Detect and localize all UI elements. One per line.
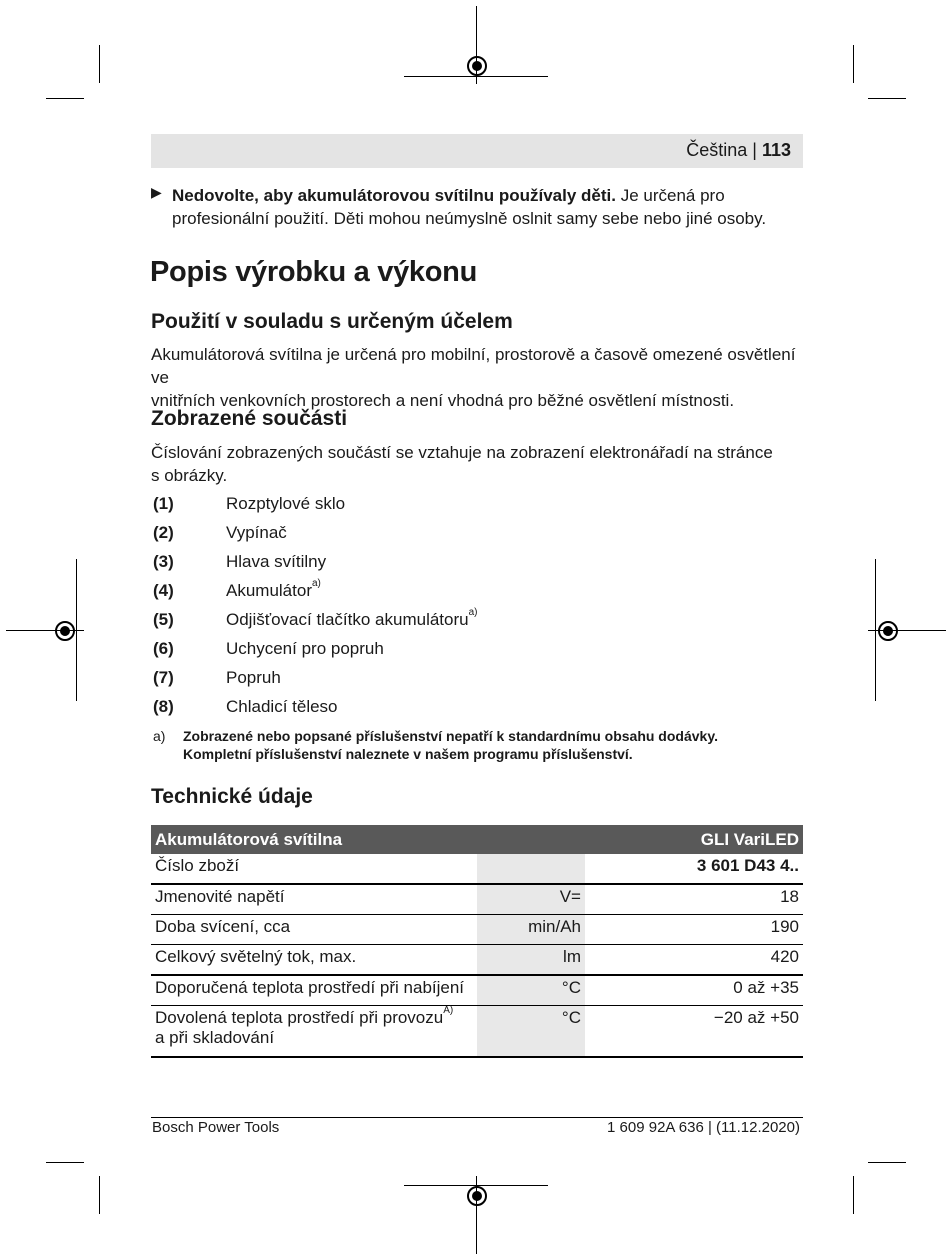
table-cell-label: Číslo zboží xyxy=(151,854,477,884)
footer-right: 1 609 92A 636 | (11.12.2020) xyxy=(607,1119,800,1136)
list-item xyxy=(226,607,478,630)
crop-mark xyxy=(46,98,84,99)
list-item-label: Akumulátor xyxy=(226,581,312,600)
table-cell-value: −20 až +50 xyxy=(585,1006,803,1058)
warning-line2: profesionální použití. Děti mohou neúmyslně oslnit samy sebe nebo jiné osoby. xyxy=(172,209,767,228)
table-row xyxy=(151,854,803,884)
table-cell-label: Jmenovité napětí xyxy=(151,884,477,915)
crop-mark xyxy=(868,1162,906,1163)
table-cell-unit: lm xyxy=(477,945,585,976)
components-intro xyxy=(151,441,811,487)
table-cell-unit: min/Ah xyxy=(477,915,585,945)
intended-use-line1: Akumulátorová svítilna je určená pro mobilní, prostorově a časově omezené osvětlení ve xyxy=(151,345,796,387)
list-item: Vypínač xyxy=(226,523,287,542)
registration-mark-icon xyxy=(55,621,75,641)
crop-mark xyxy=(853,45,854,83)
intended-use-heading: Použití v souladu s určeným účelem xyxy=(151,310,513,333)
table-cell-label xyxy=(151,1006,477,1058)
table-cell-label: Doba svícení, cca xyxy=(151,915,477,945)
list-item-number: (5) xyxy=(153,610,174,629)
footnote-ref: a) xyxy=(468,607,478,618)
intended-use-text xyxy=(151,343,811,412)
footnote-label: a) xyxy=(153,728,166,744)
list-item-number: (7) xyxy=(153,668,174,687)
footnote-ref: a) xyxy=(311,578,321,589)
crop-mark xyxy=(46,1162,84,1163)
page-header xyxy=(151,134,803,168)
components-intro-line2: s obrázky. xyxy=(151,466,228,485)
bullet-triangle-icon: ▶ xyxy=(151,184,162,200)
table-cell-value: 18 xyxy=(585,884,803,915)
intended-use-line2: vnitřních venkovních prostorech a není vhodná pro běžné osvětlení místnosti. xyxy=(151,391,735,410)
table-cell-value xyxy=(585,854,803,884)
table-row xyxy=(151,1006,803,1058)
registration-mark-icon xyxy=(878,621,898,641)
warning-paragraph xyxy=(172,184,812,230)
page-number: 113 xyxy=(761,140,791,160)
table-cell-value: 420 xyxy=(585,945,803,976)
list-item-label: Odjišťovací tlačítko akumulátoru xyxy=(226,610,469,629)
page-title: Popis výrobku a výkonu xyxy=(150,256,477,288)
table-value-bold: 3 601 D43 4.. xyxy=(696,856,799,875)
crop-mark xyxy=(853,1176,854,1214)
header-text: Čeština | 113 xyxy=(686,140,791,160)
registration-mark-icon xyxy=(467,1186,487,1206)
list-item-number: (3) xyxy=(153,552,174,571)
table-cell-value: 190 xyxy=(585,915,803,945)
crop-mark xyxy=(404,76,548,77)
technical-heading: Technické údaje xyxy=(151,785,313,808)
table-cell-unit xyxy=(477,854,585,884)
list-item-number: (8) xyxy=(153,697,174,716)
footer-left: Bosch Power Tools xyxy=(152,1119,280,1136)
table-cell-label: Celkový světelný tok, max. xyxy=(151,945,477,976)
table-row xyxy=(151,945,803,976)
components-intro-line1: Číslování zobrazených součástí se vztahuje na zobrazení elektronářadí na stránce xyxy=(151,443,773,462)
list-item-number: (6) xyxy=(153,639,174,658)
table-row xyxy=(151,975,803,1006)
crop-mark xyxy=(99,1176,100,1214)
table-cell-unit: V= xyxy=(477,884,585,915)
crop-mark xyxy=(99,45,100,83)
list-item: Chladicí těleso xyxy=(226,697,338,716)
warning-rest: Je určená pro xyxy=(620,186,725,205)
table-cell-label: Doporučená teplota prostředí při nabíjení xyxy=(151,975,477,1006)
list-item xyxy=(226,578,321,601)
footnote-line2: Kompletní příslušenství naleznete v našem programu příslušenství. xyxy=(183,746,633,762)
list-item-number: (1) xyxy=(153,494,174,513)
footer-rule xyxy=(151,1117,803,1118)
list-item: Hlava svítilny xyxy=(226,552,327,571)
table-cell-unit: °C xyxy=(477,1006,585,1058)
list-item: Rozptylové sklo xyxy=(226,494,346,513)
table-header-model: GLI VariLED xyxy=(585,825,803,854)
header-language: Čeština xyxy=(686,140,748,160)
footnote-ref: A) xyxy=(443,1005,454,1016)
list-item-number: (2) xyxy=(153,523,174,542)
list-item: Uchycení pro popruh xyxy=(226,639,384,658)
table-row xyxy=(151,884,803,915)
table-header-product: Akumulátorová svítilna xyxy=(151,825,585,854)
crop-mark xyxy=(868,98,906,99)
components-heading: Zobrazené součásti xyxy=(151,407,348,430)
list-item-number: (4) xyxy=(153,581,174,600)
list-item: Popruh xyxy=(226,668,281,687)
table-cell-value: 0 až +35 xyxy=(585,975,803,1006)
table-row xyxy=(151,915,803,945)
warning-bold: Nedovolte, aby akumulátorovou svítilnu používaly děti. xyxy=(172,186,616,205)
table-header-row xyxy=(151,825,803,854)
table-cell-label-line2: a při skladování xyxy=(155,1028,275,1047)
registration-mark-icon xyxy=(467,56,487,76)
table-cell-label-line1: Dovolená teplota prostředí při provozu xyxy=(155,1008,444,1027)
footnote-line1: Zobrazené nebo popsané příslušenství nepatří k standardnímu obsahu dodávky. xyxy=(183,728,718,744)
footnote-text xyxy=(183,727,803,763)
table-cell-unit: °C xyxy=(477,975,585,1006)
technical-data-table xyxy=(151,825,803,1058)
